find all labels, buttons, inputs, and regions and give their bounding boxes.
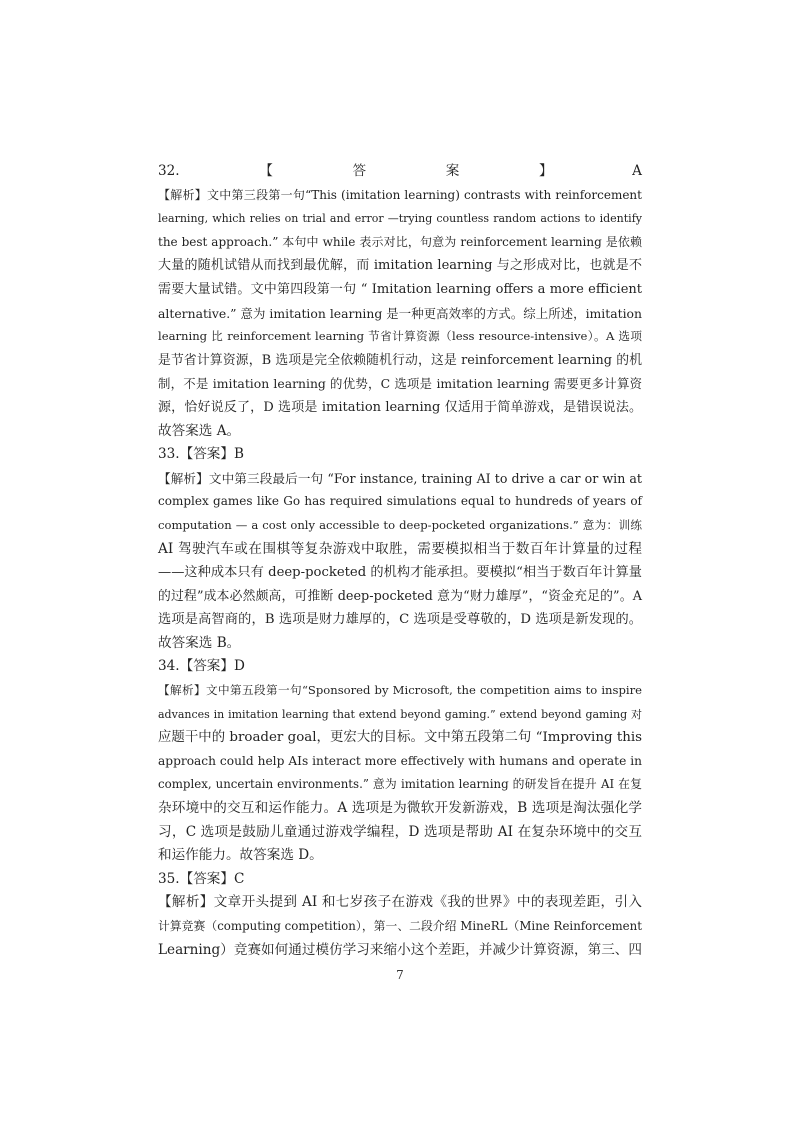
analysis-33-line: computation — a cost only accessible to deep-pocketed organizations.” 意为：训练	[158, 517, 642, 532]
analysis-34-line: 习，C 选项是鼓励儿童通过游戏学编程，D 选项是帮助 AI 在复杂环境中的交互	[158, 823, 642, 840]
analysis-33-conclusion: 故答案选 B。	[158, 634, 241, 651]
analysis-34-line: 【解析】文中第五段第一句“Sponsored by Microsoft, the competition aims to inspire	[158, 683, 642, 698]
analysis-33-line: 的过程”成本必然颇高，可推断 deep-pocketed 意为“财力雄厚”，“资金充足的”。A	[158, 588, 642, 604]
analysis-33-line: ——这种成本只有 deep-pocketed 的机构才能承担。要模拟“相当于数百年计算量	[158, 565, 642, 581]
analysis-32-line: alternative.” 意为 imitation learning 是一种更高效率的方式。综上所述，imitation	[158, 305, 642, 321]
analysis-34-line: advances in imitation learning that extend beyond gaming.” extend beyond gaming 对	[158, 707, 642, 721]
analysis-35-line: Learning）竞赛如何通过模仿学习来缩小这个差距，并减少计算资源，第三、四	[158, 941, 642, 958]
analysis-32-line: learning, which relies on trial and error —trying countless random actions to identify	[158, 212, 642, 226]
analysis-34-line: 应题干中的 broader goal，更宏大的目标。文中第五段第二句 “Improving this	[158, 730, 642, 746]
analysis-32-line: 大量的随机试错从而找到最优解，而 imitation learning 与之形成对比，也就是不	[158, 258, 642, 274]
analysis-32-line: the best approach.” 本句中 while 表示对比，句意为 reinforcement learning 是依赖	[158, 234, 642, 249]
analysis-33-line: AI 驾驶汽车或在围棋等复杂游戏中取胜，需要模拟相当于数百年计算量的过程	[158, 540, 642, 557]
answer-35-heading: 35.【答案】C	[158, 870, 245, 887]
analysis-35-line: 计算竞赛（computing competition），第一、二段介绍 MineRL（Mine Reinforcement	[158, 919, 642, 933]
analysis-32-line: 【解析】文中第三段第一句“This (imitation learning) contrasts with reinforcement	[158, 187, 642, 202]
analysis-34-line: 杂环境中的交互和运作能力。A 选项是为微软开发新游戏，B 选项是淘汰强化学	[158, 800, 642, 817]
analysis-32-conclusion: 故答案选 A。	[158, 422, 241, 439]
analysis-35-line: 【解析】文章开头提到 AI 和七岁孩子在游戏《我的世界》中的表现差距，引入	[158, 894, 642, 911]
document-body	[158, 160, 642, 962]
analysis-32-line: 需要大量试错。文中第四段第一句 “ Imitation learning offers a more efficient	[158, 281, 642, 297]
page-number: 7	[396, 968, 404, 982]
analysis-33-line: 选项是高智商的，B 选项是财力雄厚的，C 选项是受尊敬的，D 选项是新发现的。	[158, 612, 642, 628]
analysis-33-line: complex games like Go has required simulations equal to hundreds of years of	[158, 494, 642, 509]
answer-32-heading: 32.【答案】A	[158, 163, 642, 179]
analysis-32-line: learning 比 reinforcement learning 节省计算资源（less resource-intensive）。A 选项	[158, 329, 642, 344]
analysis-32-line: 是节省计算资源，B 选项是完全依赖随机行动，这是 reinforcement learning 的机	[158, 352, 642, 368]
analysis-32-line: 制，不是 imitation learning 的优势，C 选项是 imitation learning 需要更多计算资	[158, 376, 642, 392]
answer-33-heading: 33.【答案】B	[158, 446, 244, 463]
analysis-34-line: approach could help AIs interact more effectively with humans and operate in	[158, 753, 642, 768]
analysis-33-line: 【解析】文中第三段最后一句 “For instance, training AI to drive a car or win at	[158, 470, 642, 486]
analysis-34-conclusion: 和运作能力。故答案选 D。	[158, 847, 323, 864]
analysis-32-line: 源，恰好说反了，D 选项是 imitation learning 仅适用于简单游戏，是错误说法。	[158, 399, 642, 415]
analysis-34-line: complex, uncertain environments.” 意为 imitation learning 的研发旨在提升 AI 在复	[158, 777, 642, 792]
answer-34-heading: 34.【答案】D	[158, 658, 245, 675]
